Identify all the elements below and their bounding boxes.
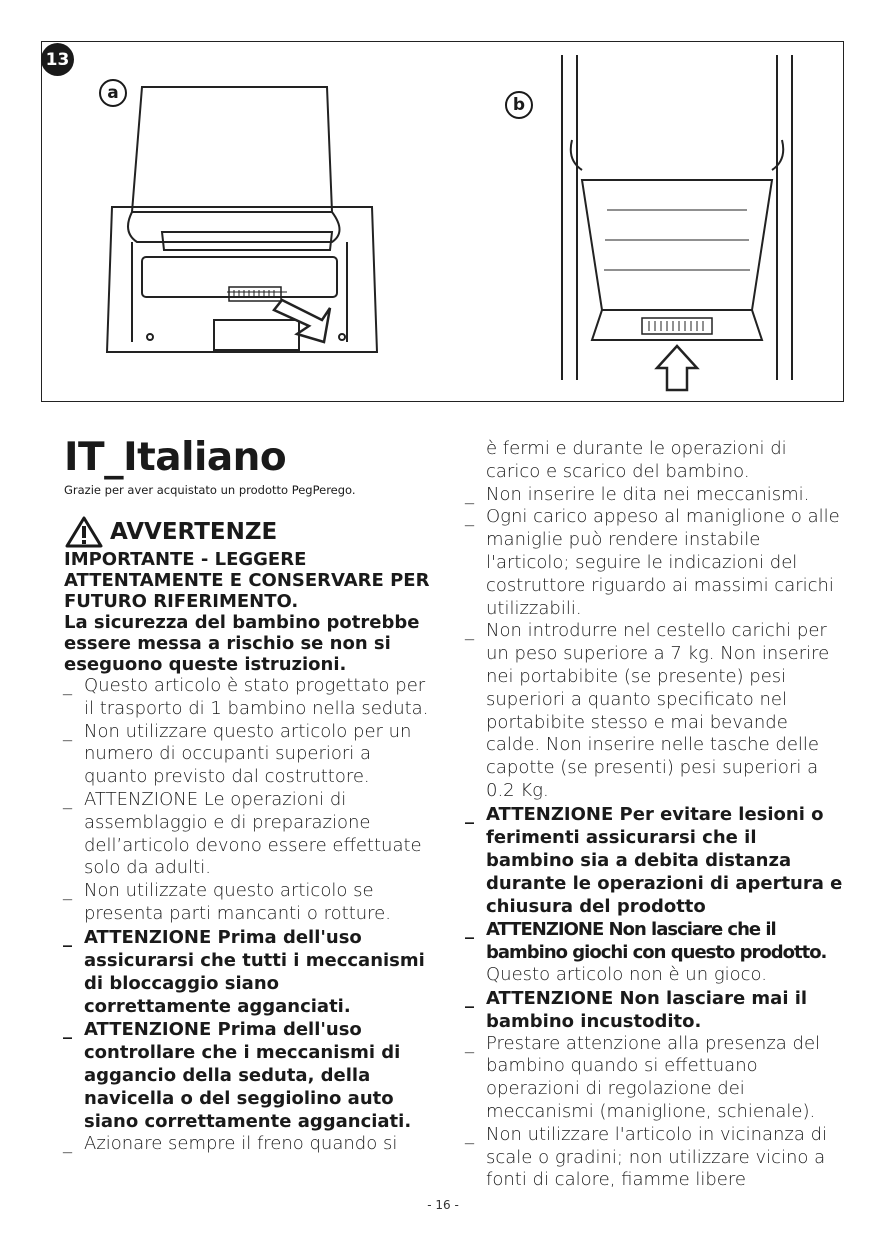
list-item: _ Ogni carico appeso al maniglione o alle maniglie può rendere instabile l'articolo; seguire le indicazioni del costruttore riguardo ai massimi carichi utilizzabili. xyxy=(466,506,846,620)
list-item: _ ATTENZIONE Per evitare lesioni o ferimenti assicurarsi che il bambino sia a debita distanza durante le operazioni di apertura e chiusura del prodotto xyxy=(466,803,846,918)
panel-a-label: a xyxy=(99,79,127,107)
important-notice: IMPORTANTE - LEGGERE ATTENTAMENTE E CONSERVARE PER FUTURO RIFERIMENTO. xyxy=(64,549,430,612)
list-item: _ ATTENZIONE Non lasciare mai il bambino incustodito. xyxy=(466,987,846,1033)
list-item: _ Non utilizzare l'articolo in vicinanza di scale o gradini; non utilizzare vicino a fonti di calore, fiamme libere xyxy=(466,1124,846,1192)
right-warning-list-cont xyxy=(466,987,846,1193)
list-item: _ ATTENZIONE Prima dell'uso assicurarsi che tutti i meccanismi di bloccaggio siano correttamente agganciati. xyxy=(64,926,430,1018)
warning-heading xyxy=(64,515,430,549)
warning-label: AVVERTENZE xyxy=(110,519,278,545)
panel-b-drawing xyxy=(547,50,807,395)
list-item: _ Non utilizzate questo articolo se presenta parti mancanti o rotture. xyxy=(64,880,430,926)
step-number-badge: 13 xyxy=(41,43,74,76)
list-item: _ ATTENZIONE Le operazioni di assemblaggio e di preparazione dell’articolo devono essere effettuate solo da adulti. xyxy=(64,789,430,880)
page-title: IT_Italiano xyxy=(64,435,287,480)
safety-notice: La sicurezza del bambino potrebbe essere messa a rischio se non si eseguono queste istruzioni. xyxy=(64,612,420,675)
list-item: _ Azionare sempre il freno quando si xyxy=(64,1133,430,1156)
not-a-toy-text: Questo articolo non è un gioco. xyxy=(486,963,767,985)
subtitle: Grazie per aver acquistato un prodotto PegPerego. xyxy=(64,483,356,497)
right-column xyxy=(466,438,846,1192)
left-column xyxy=(64,436,430,1156)
list-item: _ ATTENZIONE Prima dell'uso controllare che i meccanismi di aggancio della seduta, della navicella o del seggiolino auto siano correttamente agganciati. xyxy=(64,1018,430,1133)
list-item: _ ATTENZIONE Non lasciare che il bambino giochi con questo prodotto. xyxy=(466,918,846,964)
right-warning-list xyxy=(466,484,846,964)
list-item: _ Non inserire le dita nei meccanismi. xyxy=(466,484,846,507)
panel-a-drawing xyxy=(102,82,402,372)
panel-b-label: b xyxy=(505,91,533,119)
continuation-text: è fermi e durante le operazioni di carico e scarico del bambino. xyxy=(486,438,787,482)
illustration-figure xyxy=(41,41,844,402)
list-item: _ Prestare attenzione alla presenza del bambino quando si effettuano operazioni di regolazione dei meccanismi (maniglione, schienale). xyxy=(466,1033,846,1124)
left-warning-list xyxy=(64,675,430,1156)
warning-triangle-icon xyxy=(64,515,104,549)
page-number: - 16 - xyxy=(427,1198,459,1212)
list-item: _ Non introdurre nel cestello carichi per un peso superiore a 7 kg. Non inserire nei portabibite (se presente) pesi superiori a quanto specificato nel portabibite stesso e mai bevande calde. Non inserire nelle tasche delle capotte (se presenti) pesi superiori a 0.2 Kg. xyxy=(466,620,846,802)
list-item: _ Questo articolo è stato progettato per il trasporto di 1 bambino nella seduta. xyxy=(64,675,430,721)
list-item: _ Non utilizzare questo articolo per un numero di occupanti superiori a quanto previsto dal costruttore. xyxy=(64,721,430,789)
